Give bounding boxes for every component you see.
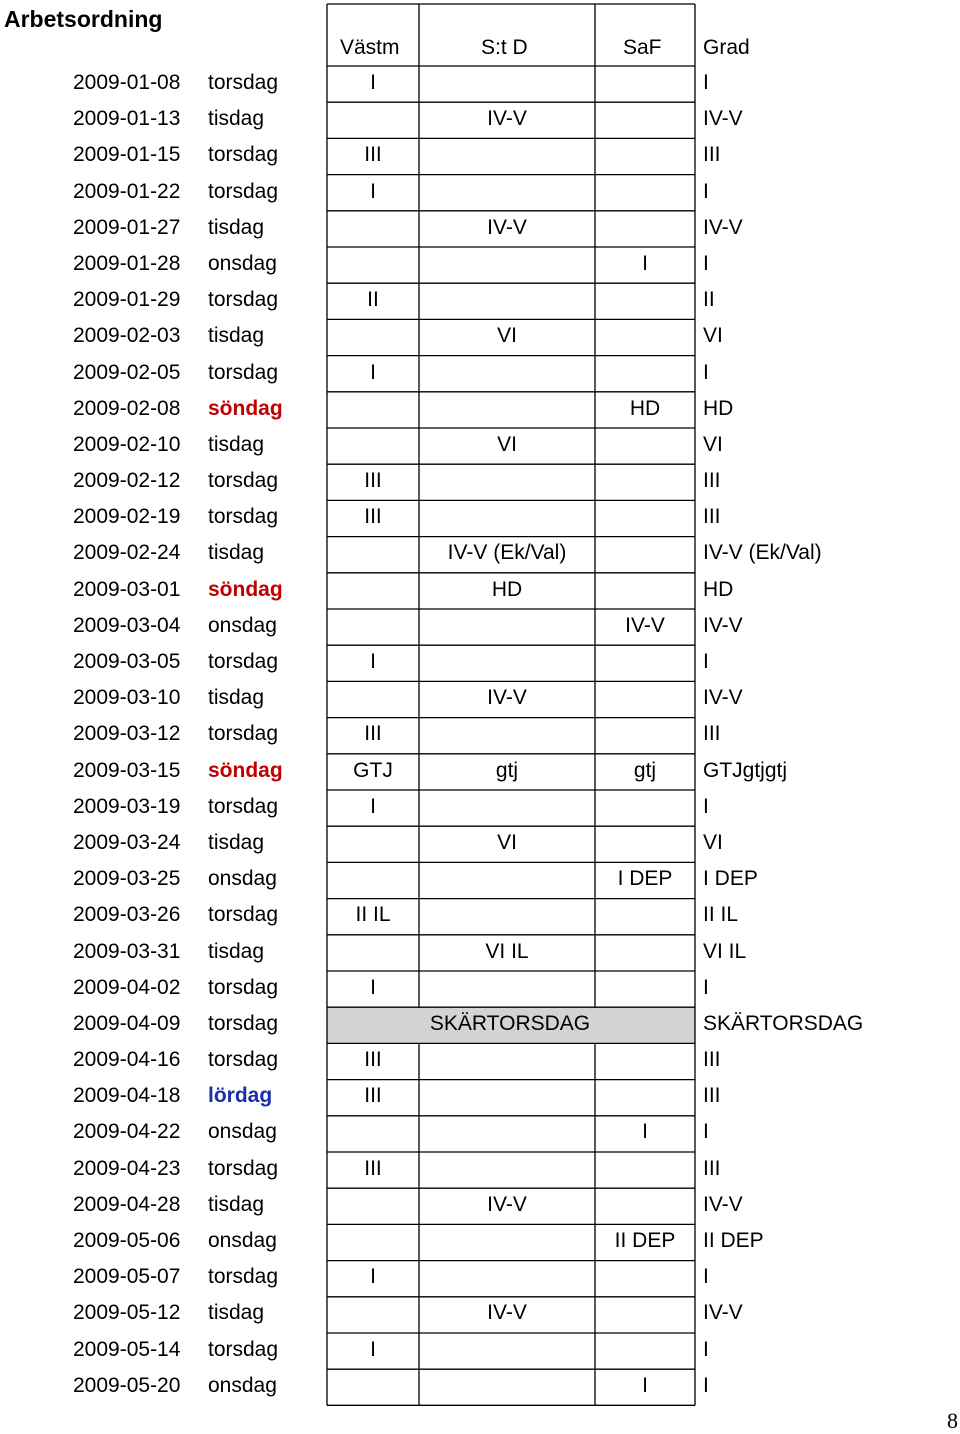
cell-vastm: I	[370, 360, 376, 384]
table-row	[0, 935, 960, 971]
table-row	[0, 102, 960, 138]
cell-grad: III	[703, 505, 721, 529]
table-row	[0, 681, 960, 717]
row-date: 2009-02-24	[73, 541, 181, 565]
row-weekday: torsdag	[208, 505, 279, 529]
row-weekday: torsdag	[208, 1011, 279, 1035]
table-row	[0, 1224, 960, 1260]
table-row	[0, 175, 960, 211]
table-row	[0, 1260, 960, 1296]
row-date: 2009-01-08	[73, 71, 181, 94]
cell-vastm: I	[370, 1337, 376, 1361]
cell-vastm: III	[364, 722, 382, 746]
cell-grad: VI	[703, 830, 723, 854]
row-date: 2009-03-05	[73, 650, 181, 673]
table-row	[0, 573, 960, 609]
cell-std: SKÄRTORSDAG	[429, 1011, 591, 1035]
table-row	[0, 645, 960, 681]
row-date: 2009-03-12	[73, 722, 181, 746]
row-weekday: söndag	[208, 396, 283, 420]
cell-grad: I	[703, 71, 709, 94]
cell-grad: I	[703, 179, 709, 203]
row-weekday: torsdag	[208, 469, 279, 493]
table-row	[0, 392, 960, 428]
row-date: 2009-01-22	[73, 179, 181, 203]
cell-std: IV-V (Ek/Val)	[447, 541, 567, 565]
row-date: 2009-05-14	[73, 1337, 181, 1361]
cell-grad: HD	[703, 577, 734, 601]
row-weekday: onsdag	[208, 867, 277, 891]
row-date: 2009-04-02	[73, 975, 181, 999]
table-row	[0, 319, 960, 355]
row-weekday: tisdag	[208, 432, 265, 456]
cell-grad: VI	[703, 324, 723, 348]
cell-grad: I	[703, 1373, 709, 1397]
table-row	[0, 138, 960, 174]
table-row	[0, 211, 960, 247]
row-date: 2009-05-06	[73, 1229, 181, 1252]
table-row	[0, 898, 960, 934]
row-date: 2009-04-09	[73, 1011, 181, 1035]
row-date: 2009-03-24	[73, 830, 181, 854]
cell-grad: SKÄRTORSDAG	[703, 1011, 864, 1035]
table-row	[0, 1369, 960, 1405]
cell-grad: III	[703, 143, 721, 167]
cell-grad: I DEP	[703, 867, 758, 891]
cell-std: IV-V	[487, 1192, 527, 1216]
cell-vastm: I	[370, 1265, 376, 1289]
cell-grad: I	[703, 650, 709, 673]
cell-saf: I	[642, 1373, 648, 1397]
row-weekday: tisdag	[208, 215, 265, 239]
table-row	[0, 1333, 960, 1369]
cell-grad: I	[703, 1265, 709, 1289]
table-row	[0, 609, 960, 645]
cell-std: gtj	[495, 758, 519, 782]
header-grad: Grad	[703, 36, 750, 59]
page-title: Arbetsordning	[4, 6, 163, 32]
cell-std: IV-V	[487, 1301, 527, 1325]
table-row	[0, 536, 960, 572]
row-date: 2009-02-10	[73, 432, 181, 456]
cell-grad: IV-V (Ek/Val)	[703, 541, 822, 565]
table-row	[0, 1043, 960, 1079]
row-date: 2009-01-29	[73, 288, 181, 312]
row-weekday: torsdag	[208, 722, 279, 746]
row-date: 2009-03-15	[73, 758, 181, 782]
cell-vastm: III	[364, 143, 382, 167]
cell-grad: I	[703, 251, 709, 275]
cell-saf: HD	[629, 396, 661, 420]
row-date: 2009-01-15	[73, 143, 181, 167]
cell-vastm: III	[364, 1084, 382, 1108]
row-weekday: lördag	[208, 1084, 273, 1108]
cell-grad: II	[703, 288, 715, 312]
table-row	[0, 464, 960, 500]
row-date: 2009-04-23	[73, 1156, 181, 1180]
cell-grad: II DEP	[703, 1229, 764, 1252]
row-weekday: torsdag	[208, 179, 279, 203]
cell-vastm: I	[370, 975, 376, 999]
table-row	[0, 717, 960, 753]
header-vastm: Västm	[340, 36, 400, 59]
cell-grad: IV-V	[703, 1301, 743, 1325]
row-date: 2009-03-10	[73, 686, 181, 710]
row-weekday: onsdag	[208, 1229, 277, 1252]
cell-grad: I	[703, 1120, 709, 1144]
row-date: 2009-05-07	[73, 1265, 181, 1289]
cell-std: HD	[491, 577, 523, 601]
row-weekday: torsdag	[208, 71, 279, 94]
cell-grad: I	[703, 1337, 709, 1361]
row-weekday: torsdag	[208, 975, 279, 999]
cell-std: VI IL	[485, 939, 529, 963]
cell-saf: gtj	[633, 758, 657, 782]
row-weekday: torsdag	[208, 288, 279, 312]
row-date: 2009-03-04	[73, 613, 181, 637]
row-weekday: tisdag	[208, 939, 265, 963]
row-date: 2009-04-16	[73, 1048, 181, 1072]
table-row	[0, 1296, 960, 1332]
cell-vastm: I	[370, 71, 376, 94]
row-weekday: onsdag	[208, 1373, 277, 1397]
table-row	[0, 247, 960, 283]
cell-saf: I DEP	[617, 867, 673, 891]
row-weekday: onsdag	[208, 613, 277, 637]
cell-vastm: III	[364, 1156, 382, 1180]
cell-vastm: III	[364, 505, 382, 529]
cell-grad: IV-V	[703, 215, 743, 239]
cell-std: IV-V	[487, 215, 527, 239]
cell-std: VI	[497, 432, 517, 456]
row-weekday: torsdag	[208, 1156, 279, 1180]
cell-vastm: III	[364, 1048, 382, 1072]
table-row	[0, 971, 960, 1007]
row-weekday: torsdag	[208, 903, 279, 927]
cell-grad: IV-V	[703, 686, 743, 710]
row-weekday: torsdag	[208, 794, 279, 818]
schedule-table	[0, 66, 960, 1405]
row-weekday: torsdag	[208, 1265, 279, 1289]
row-weekday: söndag	[208, 758, 283, 782]
table-row	[0, 356, 960, 392]
table-row	[0, 500, 960, 536]
header-saf: SaF	[623, 36, 662, 59]
cell-vastm: III	[364, 469, 382, 493]
row-weekday: tisdag	[208, 107, 265, 131]
cell-grad: GTJgtjgtj	[703, 758, 788, 782]
table-row	[0, 1007, 960, 1043]
table-row	[0, 790, 960, 826]
row-weekday: tisdag	[208, 541, 265, 565]
row-date: 2009-02-05	[73, 360, 181, 384]
table-row	[0, 1079, 960, 1115]
row-date: 2009-05-12	[73, 1301, 181, 1325]
row-date: 2009-02-12	[73, 469, 181, 493]
row-date: 2009-02-08	[73, 396, 181, 420]
row-weekday: tisdag	[208, 1192, 265, 1216]
row-date: 2009-02-03	[73, 324, 181, 348]
row-weekday: söndag	[208, 577, 283, 601]
row-weekday: tisdag	[208, 1301, 265, 1325]
cell-grad: IV-V	[703, 1192, 743, 1216]
cell-vastm: II	[367, 288, 379, 312]
row-date: 2009-03-25	[73, 867, 181, 891]
row-weekday: torsdag	[208, 1337, 279, 1361]
cell-std: VI	[497, 324, 517, 348]
table-row	[0, 754, 960, 790]
cell-saf: I	[642, 1120, 648, 1144]
cell-saf: II DEP	[614, 1229, 676, 1252]
row-date: 2009-03-19	[73, 794, 181, 818]
row-weekday: torsdag	[208, 1048, 279, 1072]
table-row	[0, 428, 960, 464]
header-std: S:t D	[481, 36, 528, 59]
cell-vastm: I	[370, 650, 376, 673]
table-row	[0, 1115, 960, 1151]
row-weekday: torsdag	[208, 360, 279, 384]
cell-grad: IV-V	[703, 107, 743, 131]
page-number: 8	[947, 1408, 958, 1433]
table-row	[0, 283, 960, 319]
table-row	[0, 1152, 960, 1188]
table-row	[0, 1188, 960, 1224]
cell-std: IV-V	[487, 107, 527, 131]
row-weekday: tisdag	[208, 830, 265, 854]
table-row	[0, 826, 960, 862]
cell-grad: HD	[703, 396, 734, 420]
row-weekday: torsdag	[208, 143, 279, 167]
cell-grad: VI IL	[703, 939, 747, 963]
cell-grad: I	[703, 975, 709, 999]
cell-saf: I	[642, 251, 648, 275]
row-date: 2009-04-18	[73, 1084, 181, 1108]
cell-grad: II IL	[703, 903, 739, 927]
row-weekday: onsdag	[208, 1120, 277, 1144]
row-date: 2009-01-28	[73, 251, 181, 275]
row-date: 2009-05-20	[73, 1373, 181, 1397]
row-date: 2009-03-31	[73, 939, 181, 963]
cell-grad: III	[703, 1084, 721, 1108]
row-weekday: torsdag	[208, 650, 279, 673]
cell-grad: I	[703, 360, 709, 384]
row-date: 2009-02-19	[73, 505, 181, 529]
cell-grad: III	[703, 469, 721, 493]
cell-vastm: II IL	[355, 903, 391, 927]
row-date: 2009-03-26	[73, 903, 181, 927]
row-date: 2009-01-13	[73, 107, 181, 131]
row-weekday: tisdag	[208, 324, 265, 348]
cell-grad: III	[703, 1156, 721, 1180]
cell-grad: III	[703, 722, 721, 746]
row-date: 2009-04-22	[73, 1120, 181, 1144]
cell-std: IV-V	[487, 686, 527, 710]
table-row	[0, 66, 960, 102]
cell-grad: III	[703, 1048, 721, 1072]
row-date: 2009-04-28	[73, 1192, 181, 1216]
cell-saf: IV-V	[625, 613, 665, 637]
row-date: 2009-01-27	[73, 215, 181, 239]
row-weekday: onsdag	[208, 251, 277, 275]
row-weekday: tisdag	[208, 686, 265, 710]
cell-vastm: I	[370, 179, 376, 203]
cell-grad: I	[703, 794, 709, 818]
cell-std: VI	[497, 830, 517, 854]
cell-grad: IV-V	[703, 613, 743, 637]
cell-vastm: I	[370, 794, 376, 818]
table-row	[0, 862, 960, 898]
cell-vastm: GTJ	[353, 758, 393, 782]
row-date: 2009-03-01	[73, 577, 181, 601]
cell-grad: VI	[703, 432, 723, 456]
